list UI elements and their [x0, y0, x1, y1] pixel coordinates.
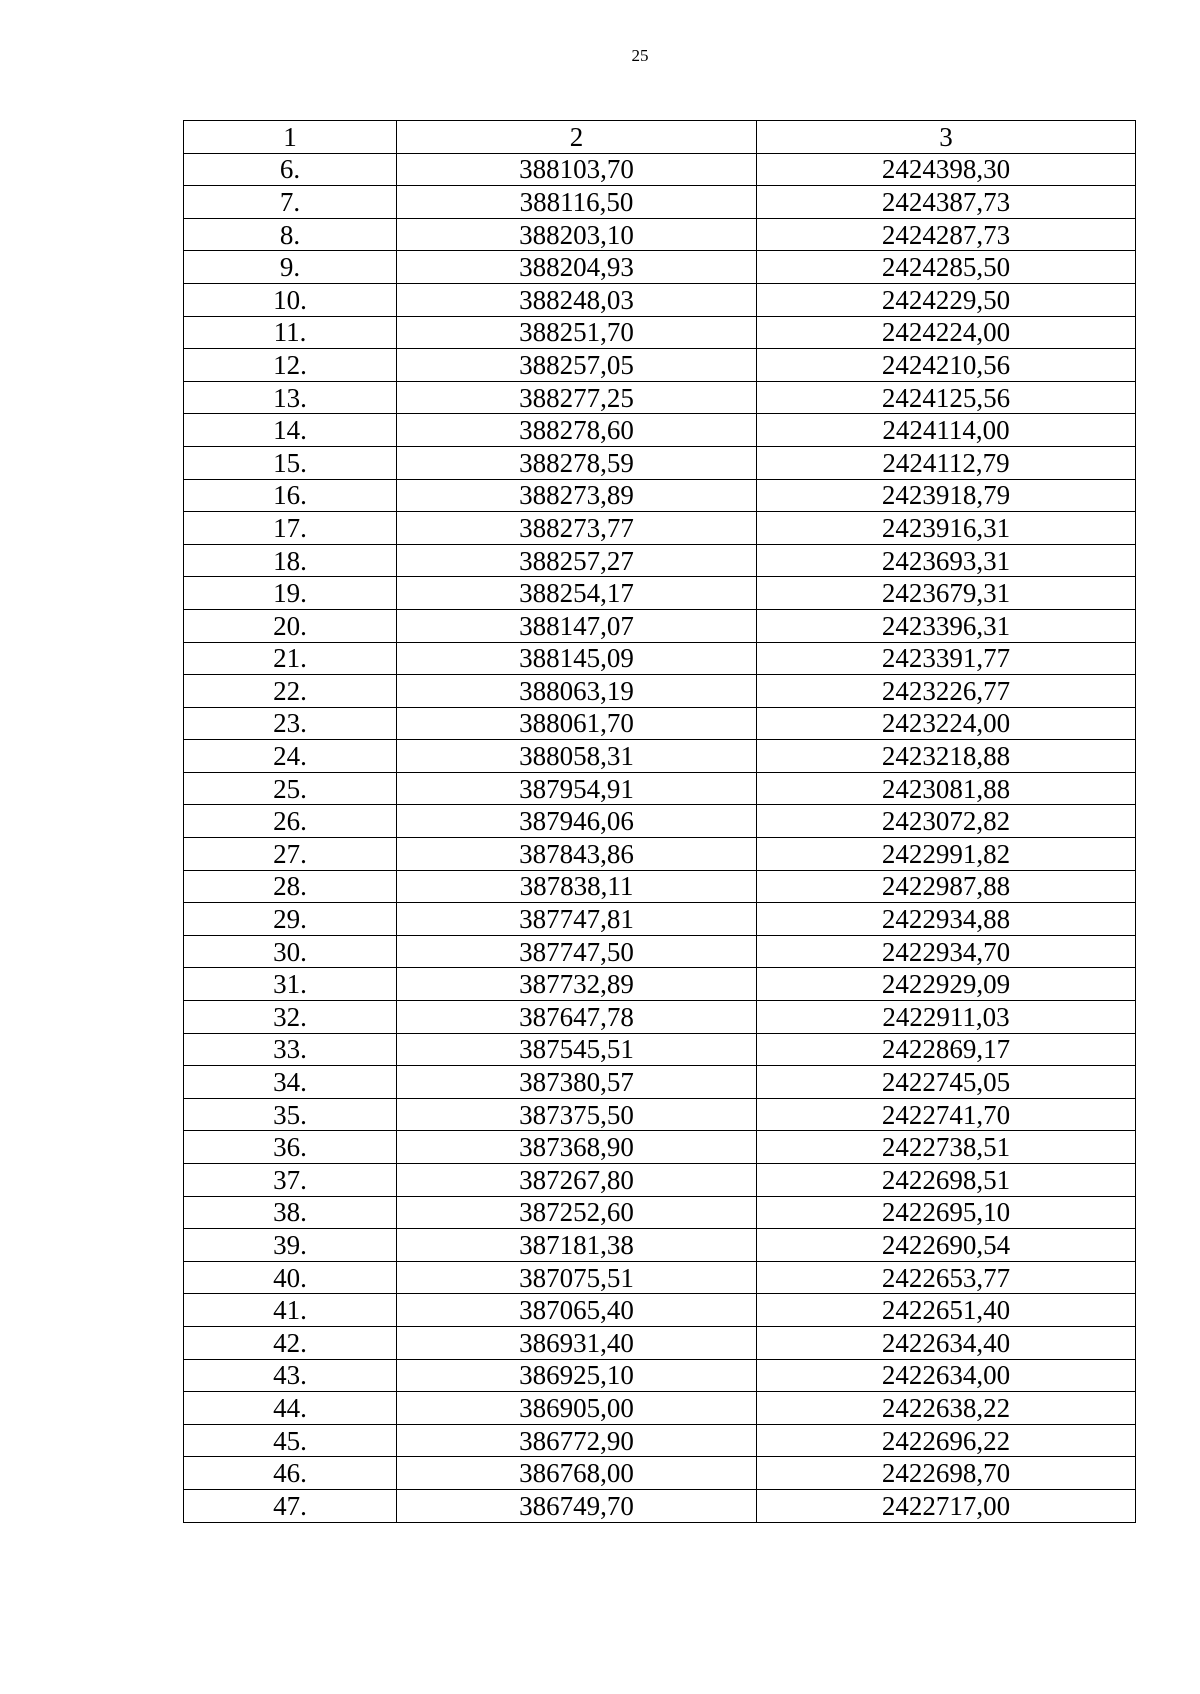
coordinate-y-cell: 2422869,17	[757, 1033, 1136, 1066]
coordinate-y-cell: 2423226,77	[757, 675, 1136, 708]
coordinate-x-cell: 388278,60	[397, 414, 757, 447]
point-number-cell: 12.	[184, 349, 397, 382]
coordinate-y-cell: 2423072,82	[757, 805, 1136, 838]
coordinate-y-cell: 2422690,54	[757, 1229, 1136, 1262]
table-row	[184, 512, 1136, 545]
coordinate-y-cell: 2423916,31	[757, 512, 1136, 545]
point-number-cell: 47.	[184, 1489, 397, 1522]
point-number-cell: 30.	[184, 935, 397, 968]
point-number-cell: 42.	[184, 1326, 397, 1359]
coordinate-x-cell: 388273,77	[397, 512, 757, 545]
table-row	[184, 838, 1136, 871]
coordinate-x-cell: 386905,00	[397, 1392, 757, 1425]
point-number-cell: 17.	[184, 512, 397, 545]
coordinate-y-cell: 2422738,51	[757, 1131, 1136, 1164]
table-row	[184, 1326, 1136, 1359]
coordinate-x-cell: 388145,09	[397, 642, 757, 675]
coordinate-x-cell: 387368,90	[397, 1131, 757, 1164]
table-row	[184, 772, 1136, 805]
table-row	[184, 186, 1136, 219]
table-row	[184, 381, 1136, 414]
table-row	[184, 1457, 1136, 1490]
coordinate-x-cell: 388063,19	[397, 675, 757, 708]
table-row	[184, 1392, 1136, 1425]
point-number-cell: 40.	[184, 1261, 397, 1294]
coordinate-x-cell: 387647,78	[397, 1001, 757, 1034]
coordinate-x-cell: 388248,03	[397, 283, 757, 316]
table-row	[184, 218, 1136, 251]
coordinate-y-cell: 2423218,88	[757, 740, 1136, 773]
point-number-cell: 7.	[184, 186, 397, 219]
point-number-cell: 38.	[184, 1196, 397, 1229]
coordinate-x-cell: 387843,86	[397, 838, 757, 871]
table-row	[184, 446, 1136, 479]
table-row	[184, 1164, 1136, 1197]
point-number-cell: 26.	[184, 805, 397, 838]
coordinate-x-cell: 387075,51	[397, 1261, 757, 1294]
coordinate-x-cell: 387380,57	[397, 1066, 757, 1099]
coordinates-table	[183, 120, 1136, 1523]
coordinate-y-cell: 2422653,77	[757, 1261, 1136, 1294]
point-number-cell: 25.	[184, 772, 397, 805]
column-header-3: 3	[757, 121, 1136, 154]
point-number-cell: 22.	[184, 675, 397, 708]
coordinate-y-cell: 2422696,22	[757, 1424, 1136, 1457]
coordinate-y-cell: 2422634,40	[757, 1326, 1136, 1359]
coordinate-x-cell: 388257,27	[397, 544, 757, 577]
coordinate-x-cell: 387375,50	[397, 1098, 757, 1131]
coordinate-y-cell: 2422717,00	[757, 1489, 1136, 1522]
point-number-cell: 34.	[184, 1066, 397, 1099]
table-row	[184, 1359, 1136, 1392]
coordinate-x-cell: 387732,89	[397, 968, 757, 1001]
table-row	[184, 609, 1136, 642]
table-row	[184, 414, 1136, 447]
table-row	[184, 283, 1136, 316]
point-number-cell: 31.	[184, 968, 397, 1001]
coordinate-y-cell: 2423391,77	[757, 642, 1136, 675]
coordinate-y-cell: 2424387,73	[757, 186, 1136, 219]
point-number-cell: 9.	[184, 251, 397, 284]
table-row	[184, 316, 1136, 349]
coordinate-x-cell: 387267,80	[397, 1164, 757, 1197]
coordinate-x-cell: 388273,89	[397, 479, 757, 512]
table-row	[184, 1294, 1136, 1327]
coordinate-y-cell: 2423396,31	[757, 609, 1136, 642]
coordinate-x-cell: 388278,59	[397, 446, 757, 479]
point-number-cell: 24.	[184, 740, 397, 773]
coordinate-x-cell: 388058,31	[397, 740, 757, 773]
point-number-cell: 21.	[184, 642, 397, 675]
column-header-2: 2	[397, 121, 757, 154]
coordinate-y-cell: 2424287,73	[757, 218, 1136, 251]
table-row	[184, 349, 1136, 382]
point-number-cell: 18.	[184, 544, 397, 577]
point-number-cell: 43.	[184, 1359, 397, 1392]
coordinate-x-cell: 387954,91	[397, 772, 757, 805]
coordinate-y-cell: 2422991,82	[757, 838, 1136, 871]
coordinate-x-cell: 388061,70	[397, 707, 757, 740]
table-row	[184, 1229, 1136, 1262]
coordinate-y-cell: 2424125,56	[757, 381, 1136, 414]
coordinate-y-cell: 2422929,09	[757, 968, 1136, 1001]
coordinate-x-cell: 388103,70	[397, 153, 757, 186]
point-number-cell: 16.	[184, 479, 397, 512]
table-row	[184, 1424, 1136, 1457]
table-row	[184, 1489, 1136, 1522]
table-row	[184, 1001, 1136, 1034]
coordinate-y-cell: 2424210,56	[757, 349, 1136, 382]
point-number-cell: 11.	[184, 316, 397, 349]
coordinate-y-cell: 2424224,00	[757, 316, 1136, 349]
coordinate-x-cell: 388251,70	[397, 316, 757, 349]
coordinate-x-cell: 386925,10	[397, 1359, 757, 1392]
coordinate-y-cell: 2423081,88	[757, 772, 1136, 805]
table-row	[184, 251, 1136, 284]
coordinate-y-cell: 2424112,79	[757, 446, 1136, 479]
coordinate-y-cell: 2422911,03	[757, 1001, 1136, 1034]
point-number-cell: 10.	[184, 283, 397, 316]
point-number-cell: 46.	[184, 1457, 397, 1490]
coordinate-x-cell: 387838,11	[397, 870, 757, 903]
point-number-cell: 6.	[184, 153, 397, 186]
point-number-cell: 33.	[184, 1033, 397, 1066]
coordinate-y-cell: 2423918,79	[757, 479, 1136, 512]
point-number-cell: 29.	[184, 903, 397, 936]
point-number-cell: 28.	[184, 870, 397, 903]
coordinate-x-cell: 388277,25	[397, 381, 757, 414]
coordinate-x-cell: 388147,07	[397, 609, 757, 642]
page-number: 25	[631, 46, 649, 65]
point-number-cell: 19.	[184, 577, 397, 610]
table-row	[184, 740, 1136, 773]
coordinate-x-cell: 386749,70	[397, 1489, 757, 1522]
point-number-cell: 36.	[184, 1131, 397, 1164]
header-row	[184, 121, 1136, 154]
coordinate-y-cell: 2424114,00	[757, 414, 1136, 447]
point-number-cell: 41.	[184, 1294, 397, 1327]
point-number-cell: 35.	[184, 1098, 397, 1131]
coordinate-y-cell: 2422698,51	[757, 1164, 1136, 1197]
point-number-cell: 44.	[184, 1392, 397, 1425]
column-header-1: 1	[184, 121, 397, 154]
coordinate-x-cell: 388254,17	[397, 577, 757, 610]
coordinate-y-cell: 2422634,00	[757, 1359, 1136, 1392]
table-row	[184, 1131, 1136, 1164]
coordinate-x-cell: 387747,50	[397, 935, 757, 968]
coordinate-y-cell: 2424229,50	[757, 283, 1136, 316]
coordinate-y-cell: 2423224,00	[757, 707, 1136, 740]
coordinate-x-cell: 387747,81	[397, 903, 757, 936]
table-row	[184, 675, 1136, 708]
coordinate-x-cell: 386931,40	[397, 1326, 757, 1359]
coordinate-y-cell: 2422638,22	[757, 1392, 1136, 1425]
table-header	[184, 121, 1136, 154]
coordinate-y-cell: 2422934,88	[757, 903, 1136, 936]
point-number-cell: 27.	[184, 838, 397, 871]
coordinate-y-cell: 2422651,40	[757, 1294, 1136, 1327]
coordinate-x-cell: 388204,93	[397, 251, 757, 284]
coordinate-y-cell: 2422987,88	[757, 870, 1136, 903]
table-row	[184, 1098, 1136, 1131]
point-number-cell: 8.	[184, 218, 397, 251]
coordinate-x-cell: 386772,90	[397, 1424, 757, 1457]
coordinate-y-cell: 2423693,31	[757, 544, 1136, 577]
coordinate-x-cell: 387252,60	[397, 1196, 757, 1229]
point-number-cell: 15.	[184, 446, 397, 479]
point-number-cell: 14.	[184, 414, 397, 447]
table-row	[184, 935, 1136, 968]
point-number-cell: 20.	[184, 609, 397, 642]
table-row	[184, 153, 1136, 186]
table-row	[184, 870, 1136, 903]
coordinate-x-cell: 387181,38	[397, 1229, 757, 1262]
table-row	[184, 642, 1136, 675]
table-row	[184, 1066, 1136, 1099]
coordinate-y-cell: 2423679,31	[757, 577, 1136, 610]
table-row	[184, 903, 1136, 936]
table-row	[184, 1033, 1136, 1066]
table-row	[184, 1196, 1136, 1229]
coordinate-y-cell: 2422695,10	[757, 1196, 1136, 1229]
table-row	[184, 968, 1136, 1001]
coordinate-y-cell: 2422745,05	[757, 1066, 1136, 1099]
coordinate-y-cell: 2422698,70	[757, 1457, 1136, 1490]
coordinate-x-cell: 387946,06	[397, 805, 757, 838]
point-number-cell: 32.	[184, 1001, 397, 1034]
table-row	[184, 479, 1136, 512]
coordinate-y-cell: 2422741,70	[757, 1098, 1136, 1131]
table-row	[184, 577, 1136, 610]
coordinate-x-cell: 386768,00	[397, 1457, 757, 1490]
coordinate-y-cell: 2422934,70	[757, 935, 1136, 968]
point-number-cell: 37.	[184, 1164, 397, 1197]
coordinate-x-cell: 388116,50	[397, 186, 757, 219]
coordinate-y-cell: 2424285,50	[757, 251, 1136, 284]
table-row	[184, 707, 1136, 740]
table-row	[184, 544, 1136, 577]
point-number-cell: 13.	[184, 381, 397, 414]
coordinate-x-cell: 388257,05	[397, 349, 757, 382]
coordinate-x-cell: 387545,51	[397, 1033, 757, 1066]
coordinate-x-cell: 388203,10	[397, 218, 757, 251]
coordinate-x-cell: 387065,40	[397, 1294, 757, 1327]
point-number-cell: 23.	[184, 707, 397, 740]
table-body	[184, 153, 1136, 1522]
coordinate-y-cell: 2424398,30	[757, 153, 1136, 186]
point-number-cell: 39.	[184, 1229, 397, 1262]
table-row	[184, 1261, 1136, 1294]
point-number-cell: 45.	[184, 1424, 397, 1457]
table-row	[184, 805, 1136, 838]
